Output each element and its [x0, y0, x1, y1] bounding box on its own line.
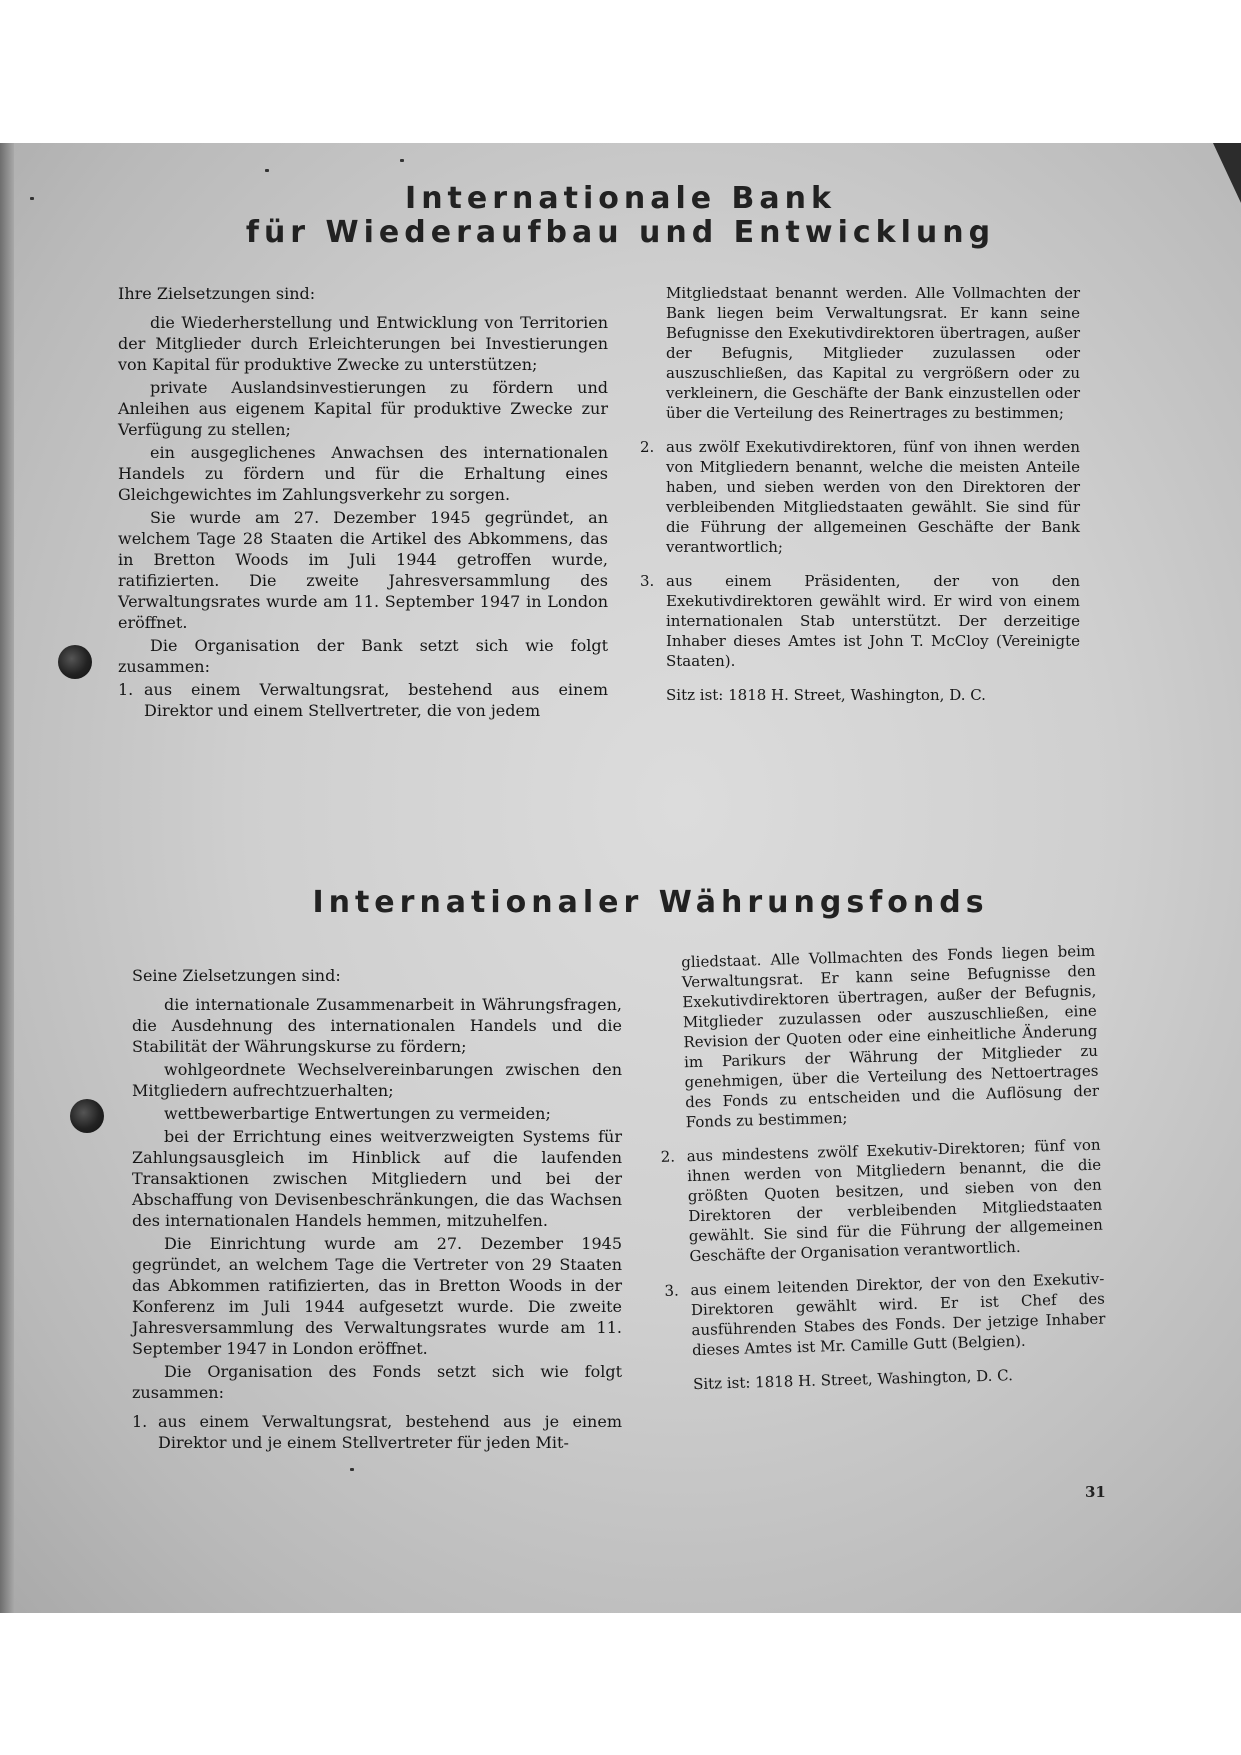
punch-hole: [70, 1099, 104, 1133]
scan-speck: [265, 169, 269, 172]
bank-org-item-1: [118, 679, 608, 721]
fund-paragraph: wettbewerbartige Entwertungen zu vermeiden;: [164, 1104, 551, 1123]
bank-right-column: [640, 283, 1080, 707]
fund-goals-heading: Seine Zielsetzungen sind:: [132, 966, 341, 985]
bank-org-item-2: [640, 437, 1080, 557]
bank-continuation: Mitgliedstaat benannt werden. Alle Vollmachten der Bank liegen beim Verwaltungsrat. Er kann seine Befugnisse den Exekutivdirektoren übertragen, außer der Befugnis, Mitglieder zuzulassen oder auszuschließen, das Kapital zu vergrößern oder zu verkleinern, die Geschäfte der Bank einzustellen oder über die Verteilung des Reinertrages zu bestimmen;: [666, 284, 1080, 422]
item-number: 2.: [660, 1147, 676, 1166]
page-sheet: [0, 143, 1241, 1613]
fund-paragraph: Die Organisation des Fonds setzt sich wie folgt zusammen:: [132, 1362, 622, 1402]
item-number: 3.: [640, 572, 655, 590]
fund-paragraph: wohlgeordnete Wechselvereinbarungen zwischen den Mitgliedern aufrechtzuerhalten;: [132, 1060, 622, 1100]
scan-speck: [30, 197, 34, 200]
item-text: aus einem Verwaltungsrat, bestehend aus je einem Direktor und je einem Stellvertreter für jeden Mit-: [158, 1412, 622, 1452]
fund-org-item-1: [132, 1411, 622, 1453]
fund-org-item-2: [660, 1135, 1103, 1267]
fund-continuation: gliedstaat. Alle Vollmachten des Fonds liegen beim Verwaltungsrat. Er kann seine Befugnisse den Exekutivdirektoren übertragen, außer der Befugnis, Mitglieder zuzulassen oder auszuschließen, eine Revision der Quoten oder eine einheitliche Änderung im Parikurs der Währung der Mitglieder zu genehmigen, über die Verteilung des Nettoertrages des Fonds zu entscheiden und die Auflösung der Fonds zu bestimmen;: [681, 941, 1100, 1132]
bank-paragraph: die Wiederherstellung und Entwicklung von Territorien der Mitglieder durch Erleichterungen bei Investierungen von Kapital für produktive Zwecke zu unterstützen;: [118, 313, 608, 374]
bank-title-line2: für Wiederaufbau und Entwicklung: [245, 215, 996, 250]
item-number: 1.: [118, 680, 134, 699]
fund-left-column: [132, 965, 622, 1467]
bank-paragraph: private Auslandsinvestierungen zu fördern und Anleihen aus eigenem Kapital für produktive Zwecke zur Verfügung zu stellen;: [118, 378, 608, 439]
bank-left-column: [118, 283, 608, 735]
fund-paragraph: Die Einrichtung wurde am 27. Dezember 1945 gegründet, an welchem Tage die Vertreter von 29 Staaten das Abkommen ratifizierten, das in Bretton Woods in der Konferenz im Juli 1944 aufgesetzt wurde. Die zweite Jahresversammlung des Verwaltungsrates wurde am 11. September 1947 in London eröffnet.: [132, 1234, 622, 1358]
scan-speck: [350, 1468, 354, 1471]
bank-address: Sitz ist: 1818 H. Street, Washington, D. C.: [666, 686, 986, 704]
item-text: aus mindestens zwölf Exekutiv-Direktoren; fünf von ihnen werden von Mitgliedern benannt, die die größten Quoten besitzen, und sieben von den Direktoren der verbleibenden Mitgliedstaaten gewählt. Sie sind für die Führung der allgemeinen Geschäfte der Organisation verantwortlich.: [686, 1135, 1104, 1266]
bank-goals-heading: Ihre Zielsetzungen sind:: [118, 284, 316, 303]
fund-paragraph: die internationale Zusammenarbeit in Währungsfragen, die Ausdehnung des internationalen Handels und die Stabilität der Währungskurse zu fördern;: [132, 995, 622, 1056]
bank-title-line1: Internationale Bank: [405, 181, 836, 216]
punch-hole: [58, 645, 92, 679]
fund-right-column: [655, 941, 1107, 1397]
bank-paragraph: Die Organisation der Bank setzt sich wie folgt zusammen:: [118, 636, 608, 676]
item-text: aus zwölf Exekutivdirektoren, fünf von ihnen werden von Mitgliedern benannt, welche die meisten Anteile haben, und sieben werden von den Direktoren der verbleibenden Mitgliedstaaten gewählt. Sie sind für die Führung der allgemeinen Geschäfte der Bank verantwortlich;: [666, 438, 1080, 556]
fund-address: Sitz ist: 1818 H. Street, Washington, D. C.: [692, 1366, 1014, 1394]
item-text: aus einem leitenden Direktor, der von den Exekutiv-Direktoren gewählt wird. Er ist Chef des ausführenden Stabes des Fonds. Der jetzige Inhaber dieses Amtes ist Mr. Camille Gutt (Belgien).: [690, 1269, 1106, 1360]
page-binding-edge: [0, 143, 14, 1613]
item-number: 1.: [132, 1412, 148, 1431]
item-text: aus einem Präsidenten, der von den Exekutivdirektoren gewählt wird. Er wird von einem internationalen Stab unterstützt. Der derzeitige Inhaber dieses Amtes ist John T. McCloy (Vereinigte Staaten).: [666, 572, 1080, 670]
fund-paragraph: bei der Errichtung eines weitverzweigten Systems für Zahlungsausgleich im Hinblick auf die laufenden Transaktionen zwischen Mitgliedern und bei der Abschaffung von Devisenbeschränkungen, die das Wachsen des internationalen Handels hemmen, mitzuhelfen.: [132, 1127, 622, 1230]
fund-org-item-3: [664, 1269, 1106, 1361]
bank-paragraph: ein ausgeglichenes Anwachsen des internationalen Handels zu fördern und für die Erhaltung eines Gleichgewichtes im Zahlungsverkehr zu sorgen.: [118, 443, 608, 504]
scan-speck: [400, 159, 404, 162]
bank-paragraph: Sie wurde am 27. Dezember 1945 gegründet, an welchem Tage 28 Staaten die Artikel des Abkommens, das in Bretton Woods im Juli 1944 getroffen wurde, ratifizierten. Die zweite Jahresversammlung des Verwaltungsrates wurde am 11. September 1947 in London eröffnet.: [118, 508, 608, 632]
page-number: 31: [1085, 1483, 1106, 1501]
item-number: 3.: [664, 1281, 679, 1300]
item-text: aus einem Verwaltungsrat, bestehend aus einem Direktor und einem Stellvertreter, die von jedem: [144, 680, 608, 720]
item-number: 2.: [640, 438, 655, 456]
fund-title: Internationaler Währungsfonds: [312, 885, 989, 920]
bank-org-item-3: [640, 571, 1080, 671]
